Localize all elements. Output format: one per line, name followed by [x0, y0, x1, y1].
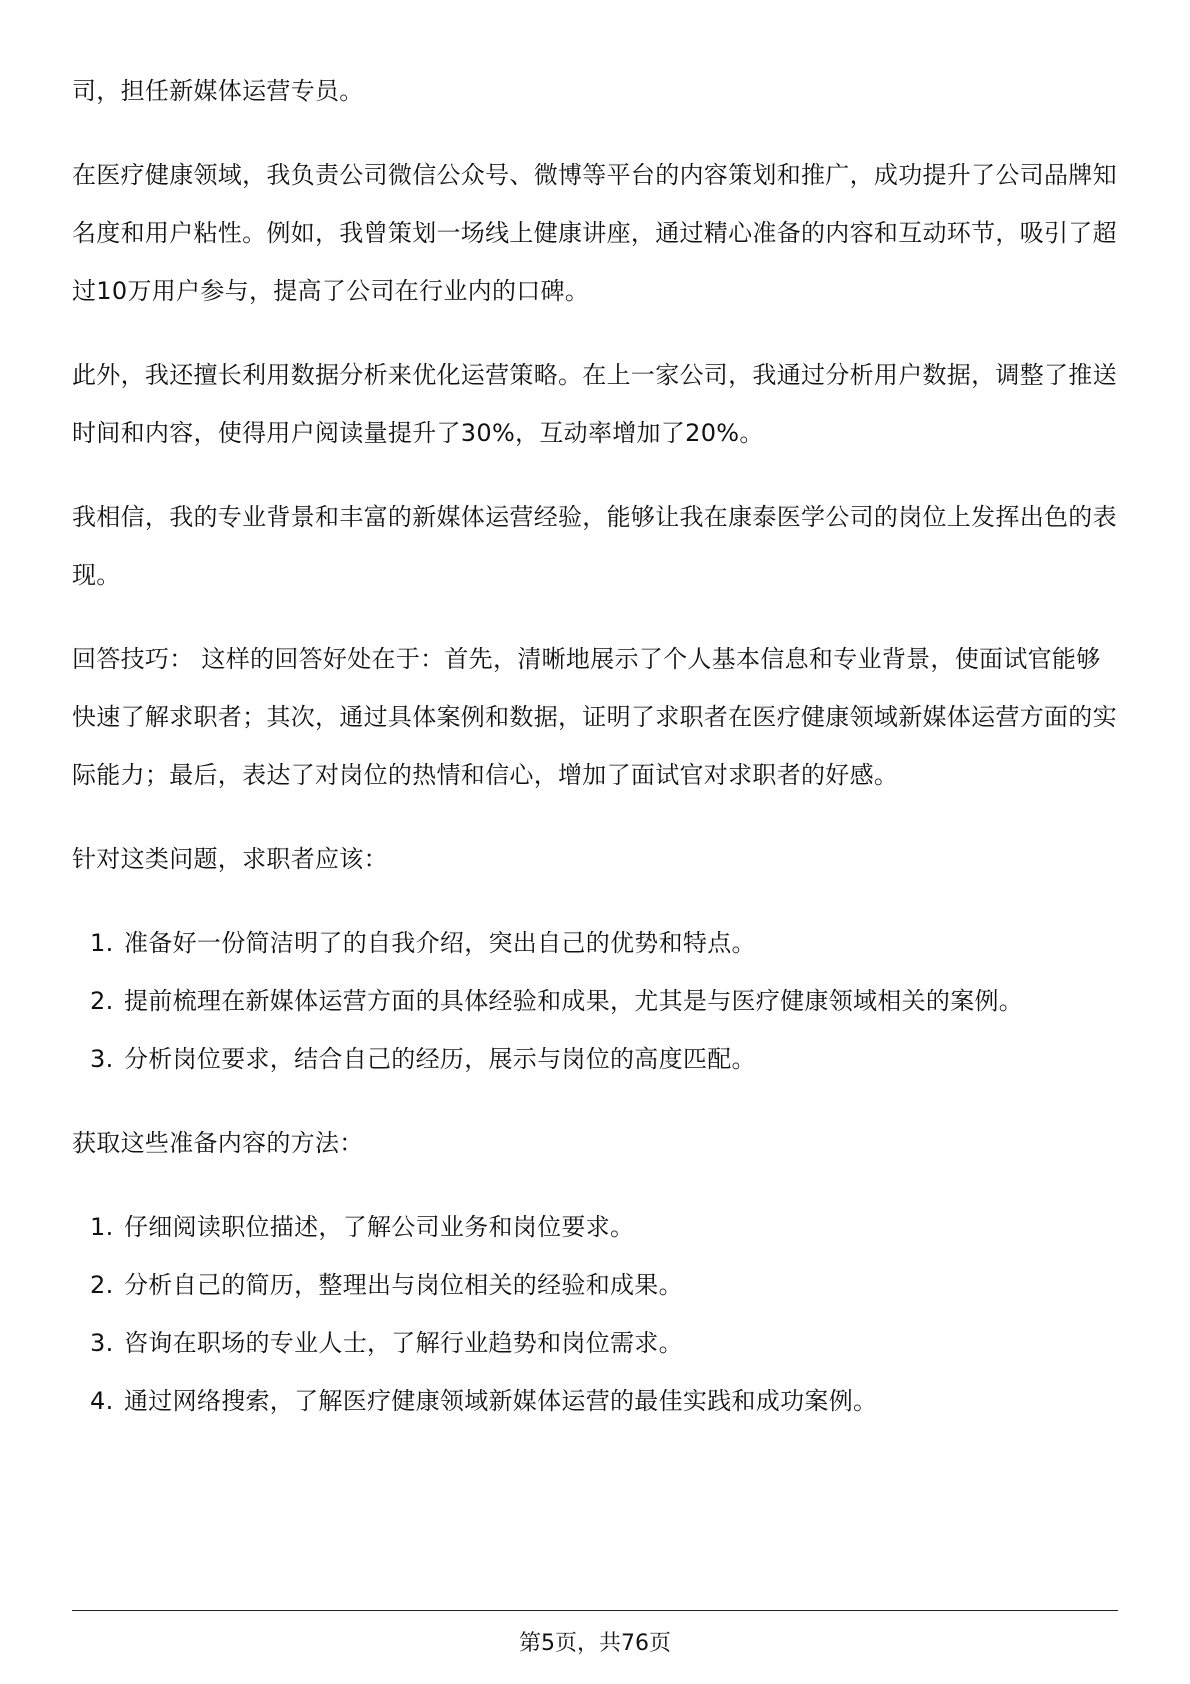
list-item: [72, 972, 1118, 1030]
paragraph: 我相信，我的专业背景和丰富的新媒体运营经验，能够让我在康泰医学公司的岗位上发挥出色的表现。: [72, 503, 1117, 589]
list-number: 3.: [90, 1045, 114, 1073]
list-number: 1.: [90, 1213, 114, 1241]
numbered-list: [72, 914, 1118, 1088]
section-intro: 针对这类问题，求职者应该：: [72, 845, 388, 873]
list-item: [72, 1372, 1118, 1430]
list-item: [72, 1314, 1118, 1372]
list-item-text: 咨询在职场的专业人士，了解行业趋势和岗位需求。: [124, 1329, 683, 1357]
list-item-text: 分析自己的简历，整理出与岗位相关的经验和成果。: [124, 1271, 683, 1299]
list-number: 3.: [90, 1329, 114, 1357]
page-number: 第5页，共76页: [519, 1631, 671, 1656]
numbered-list: [72, 1198, 1118, 1430]
list-number: 1.: [90, 929, 114, 957]
answer-tips-paragraph: 回答技巧： 这样的回答好处在于：首先，清晰地展示了个人基本信息和专业背景，使面试官能够快速了解求职者；其次，通过具体案例和数据，证明了求职者在医疗健康领域新媒体运营方面的实际能力；最后，表达了对岗位的热情和信心，增加了面试官对求职者的好感。: [72, 645, 1117, 789]
paragraph: 在医疗健康领域，我负责公司微信公众号、微博等平台的内容策划和推广，成功提升了公司品牌知名度和用户粘性。例如，我曾策划一场线上健康讲座，通过精心准备的内容和互动环节，吸引了超过10万用户参与，提高了公司在行业内的口碑。: [72, 161, 1117, 305]
list-item: [72, 1198, 1118, 1256]
list-item: [72, 1256, 1118, 1314]
paragraph: 司，担任新媒体运营专员。: [72, 77, 364, 105]
section-intro: 获取这些准备内容的方法：: [72, 1129, 364, 1157]
list-item-text: 仔细阅读职位描述，了解公司业务和岗位要求。: [124, 1213, 635, 1241]
list-item-text: 提前梳理在新媒体运营方面的具体经验和成果，尤其是与医疗健康领域相关的案例。: [124, 987, 1024, 1015]
paragraph: 此外，我还擅长利用数据分析来优化运营策略。在上一家公司，我通过分析用户数据，调整了推送时间和内容，使得用户阅读量提升了30%，互动率增加了20%。: [72, 361, 1117, 447]
list-item-text: 准备好一份简洁明了的自我介绍，突出自己的优势和特点。: [124, 929, 756, 957]
list-item: [72, 914, 1118, 972]
list-number: 2.: [90, 1271, 114, 1299]
footer-divider: [72, 1610, 1118, 1611]
list-number: 4.: [90, 1387, 114, 1415]
list-item-text: 通过网络搜索，了解医疗健康领域新媒体运营的最佳实践和成功案例。: [124, 1387, 878, 1415]
list-number: 2.: [90, 987, 114, 1015]
list-item: [72, 1030, 1118, 1088]
document-body: [72, 62, 1118, 1456]
list-item-text: 分析岗位要求，结合自己的经历，展示与岗位的高度匹配。: [124, 1045, 756, 1073]
